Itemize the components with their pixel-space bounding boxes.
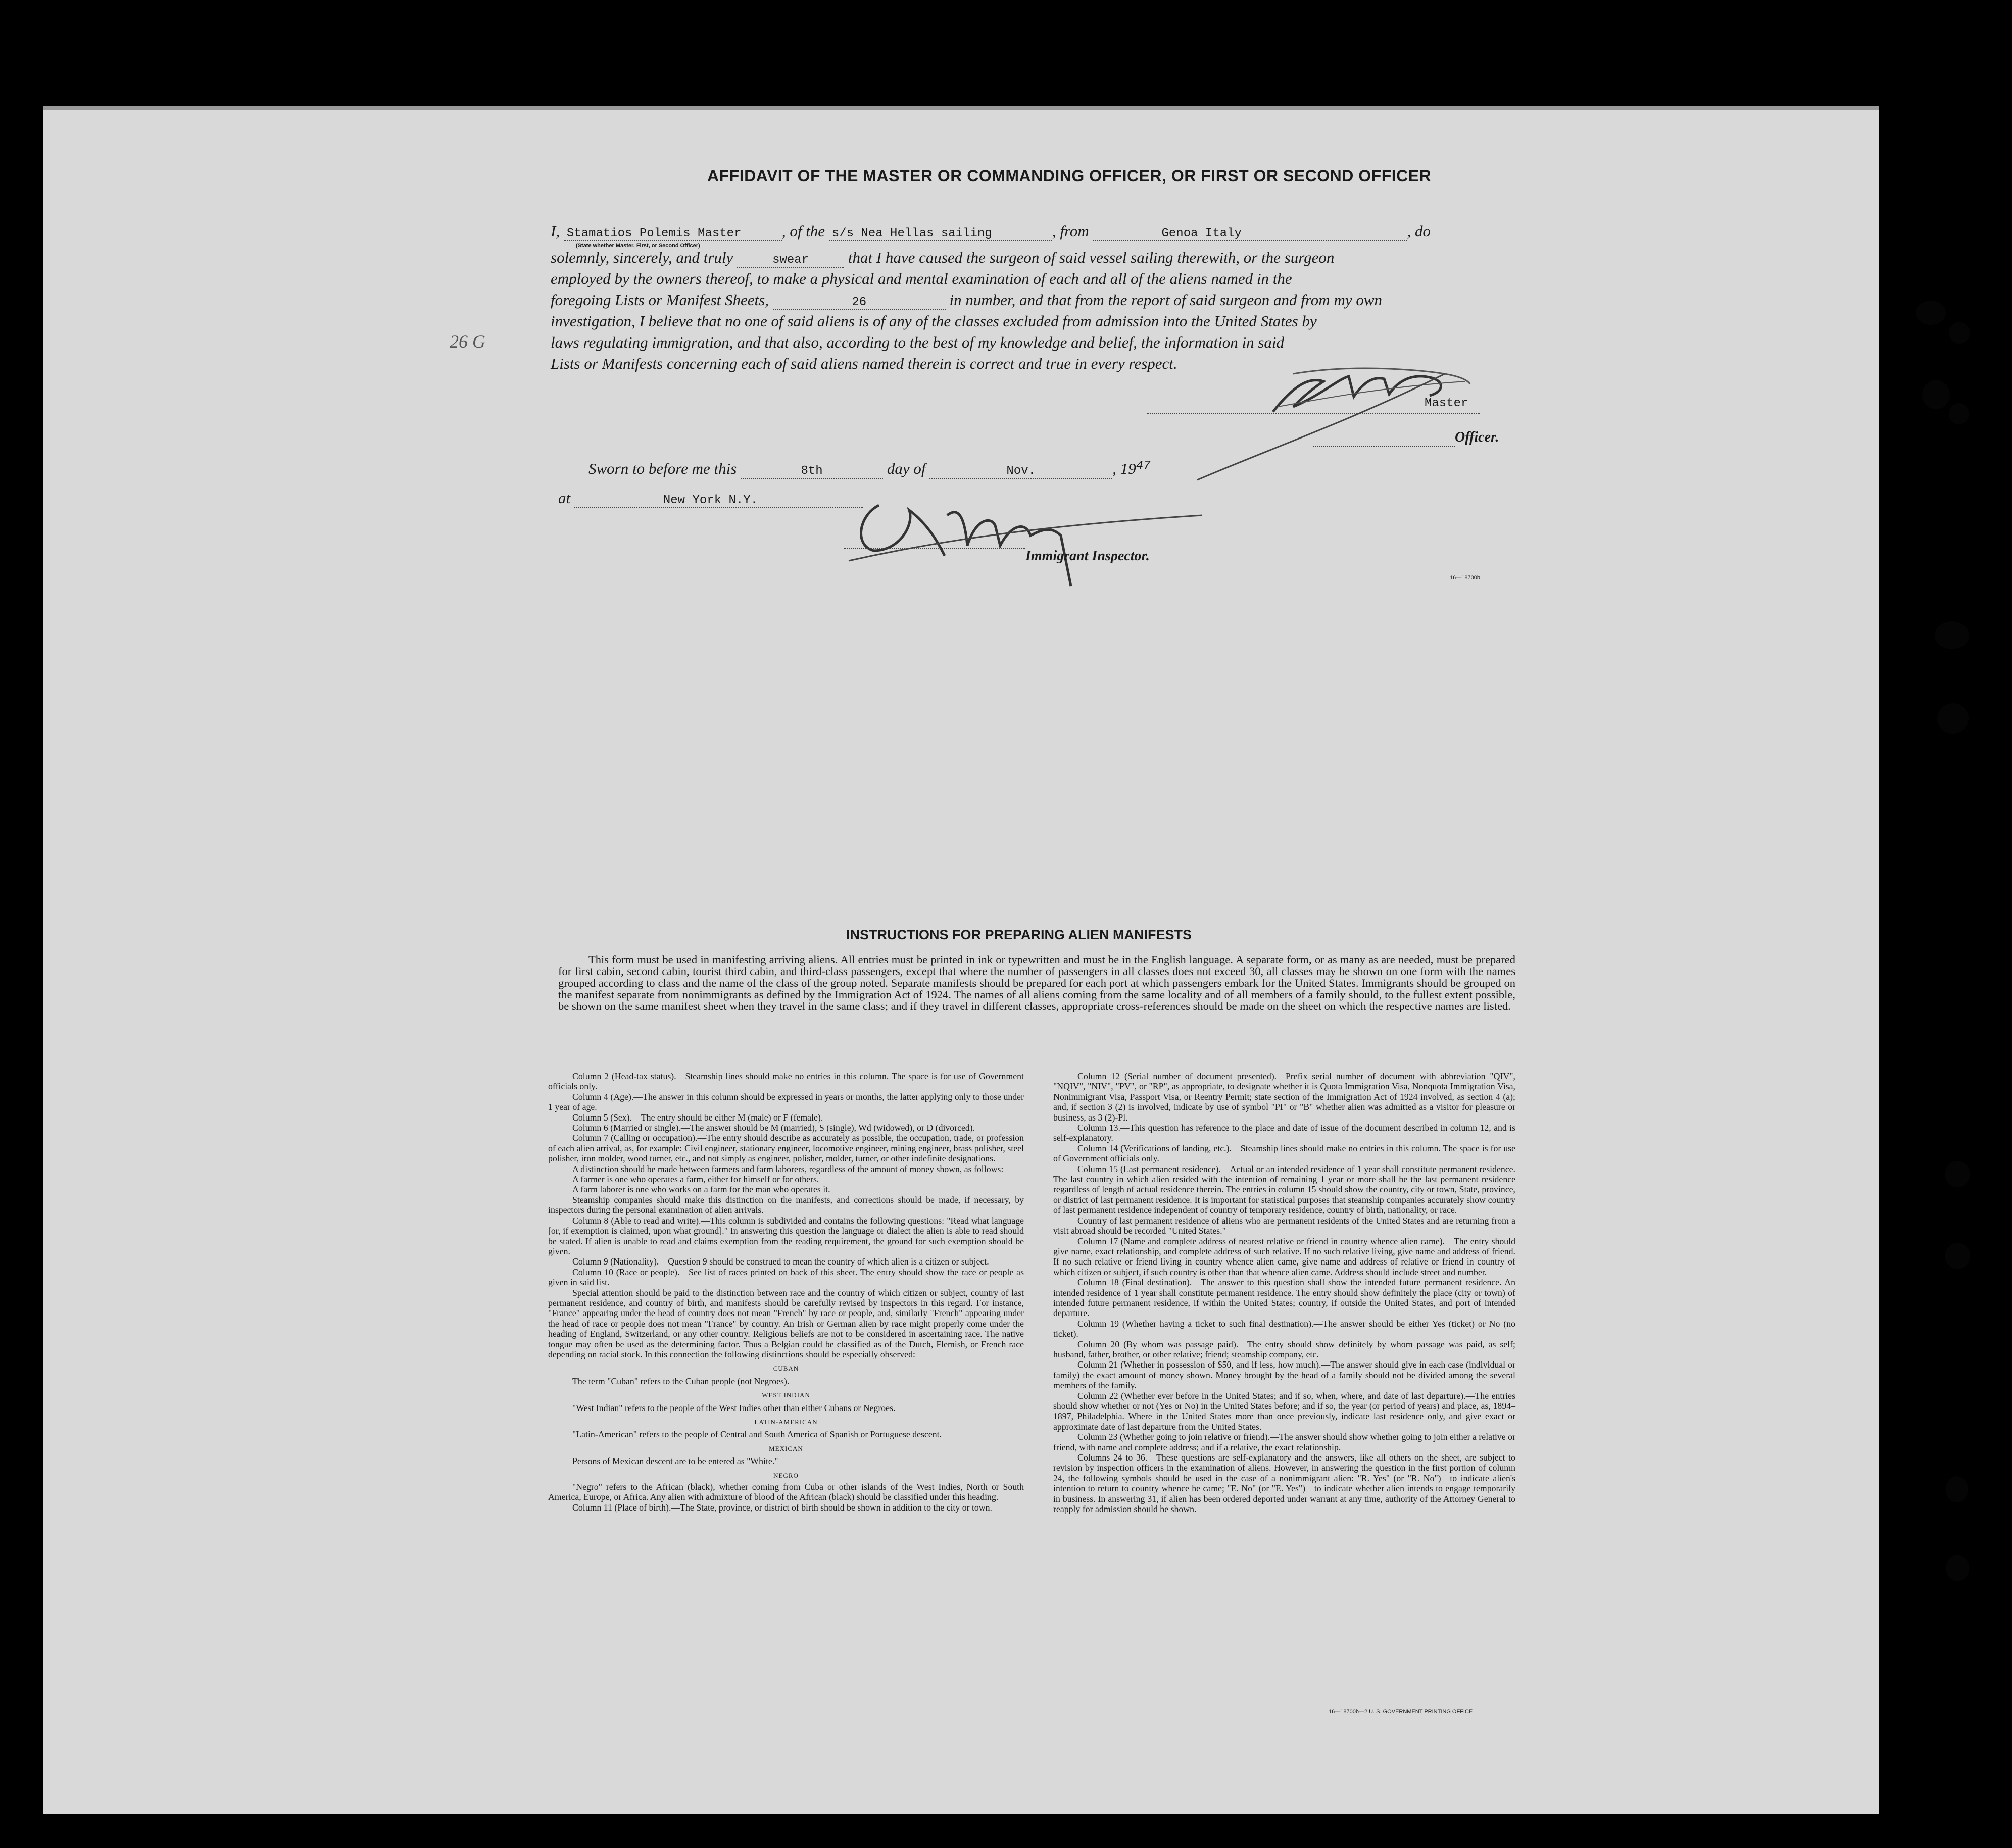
- race-text-negro: "Negro" refers to the African (black), whether coming from Cuba or other islands of the West Indies, North or South America, Europe, or Africa. Any alien with admixture of blood of the African (black) should be classified under this heading.: [548, 1482, 1024, 1502]
- text: day of: [887, 460, 926, 477]
- instruction-paragraph: Column 12 (Serial number of document presented).—Prefix serial number of document with abbreviation "QIV", "NQIV", "NIV", "PV", or "RP", as appropriate, to designate whether it is Quota Immigration Visa, Nonquota Immigration Visa, Nonimmigrant Visa, Passport Visa, or Reentry Permit; state section of the Immigration Act of 1924 involved, as section 4 (a); and, if section 3 (2) is involved, indicate by use of symbol "PI" or "B" whether alien was admitted as a visitor for pleasure or business, as 3 (2)-Pl.: [1053, 1071, 1515, 1123]
- text: Sworn to before me this: [588, 460, 737, 477]
- text: , 19: [1112, 460, 1136, 477]
- race-heading-cuban: CUBAN: [773, 1365, 799, 1373]
- instruction-paragraph: Column 21 (Whether in possession of $50, and if less, how much).—The answer should give in each case (individual or family) the exact amount of money shown. Money brought by the head of a family should not be divided among the several members of the family.: [1053, 1359, 1515, 1391]
- instruction-paragraph: Column 7 (Calling or occupation).—The entry should describe as accurately as possible, the occupation, trade, or profession of each alien arrival, as, for example: Civil engineer, stationary engineer, locomotive engineer, mining engineer, brass polisher, steel polisher, iron molder, wood turner, etc., and not simply as engineer, polisher, molder, turner, or other indefinite designations.: [548, 1133, 1024, 1164]
- affidavit-line-7: Lists or Manifests concerning each of said aliens named therein is correct and true in every respect.: [551, 355, 1177, 372]
- text: I,: [551, 222, 560, 240]
- instruction-paragraph: Column 17 (Name and complete address of nearest relative or friend in country whence alien came).—The entry should give name, exact relationship, and complete address of such relative. If no such relative living, give name and address of friend. If no such relative or friend living in country whence alien came, give name and address of relative or friend in country of which citizen or subject, if such country is other than that whence alien came. Address should include street and number.: [1053, 1236, 1515, 1277]
- affidavit-line-2: [551, 249, 1334, 268]
- sheet-count-field: [773, 296, 946, 310]
- officer-type-note: (State whether Master, First, or Second Officer): [576, 242, 700, 249]
- instructions-title: INSTRUCTIONS FOR PREPARING ALIEN MANIFESTS: [846, 927, 1192, 942]
- binder-hole: [1935, 621, 1969, 649]
- sheet-count: 26: [852, 296, 867, 309]
- instruction-paragraph: Special attention should be paid to the distinction between race and the country of which citizen or subject, country of last permanent residence, and country of birth, and manifests should be carefully revised by inspectors in this regard. For instance, "France" appearing under the head of country does not mean "French" by race or people, and, similarly "French" appearing under the head of race or people does not mean "France" by country. An Irish or German alien by race might properly come under the heading of England, Switzerland, or any other country. Religious beliefs are not to be considered in ascertaining race. The native tongue may often be used as the determining factor. Thus a Belgian could be classified as of the Dutch, Flemish, or French race depending on racial stock. In this connection the following distinctions should be especially observed:: [548, 1287, 1024, 1359]
- race-text-latin-american: "Latin-American" refers to the people of Central and South America of Spanish or Portuguese descent.: [572, 1429, 942, 1440]
- master-name: Stamatios Polemis Master: [566, 227, 742, 240]
- binder-hole: [1937, 703, 1969, 734]
- binder-hole: [1922, 380, 1950, 409]
- race-heading-west-indian: WEST INDIAN: [762, 1391, 810, 1399]
- instruction-paragraph: Column 22 (Whether ever before in the United States; and if so, when, where, and date of last departure).—The entries should show whether or not (Yes or No) in the United States before; and if so, the year (or period of years) and place, as, 1894–1897, Philadelphia. Where in the United States more than once previously, indicate last residence only, and give exact or approximate date of last departure from the United States.: [1053, 1390, 1515, 1432]
- at-place-field: [574, 494, 863, 508]
- printing-office-footer: 16—18700b—2 U. S. GOVERNMENT PRINTING OFFICE: [1329, 1709, 1473, 1715]
- form-number: 16—18700b: [1450, 575, 1480, 581]
- instruction-paragraph: Columns 24 to 36.—These questions are self-explanatory and the answers, like all others on the sheet, are subject to revision by inspection officers in the examination of aliens. However, in answering the question in the first portion of column 24, the following symbols should be used in the case of a nonimmigrant alien: "R. Yes" (or "R. No")—to indicate alien's intention to return to country whence he came; "E. No" (or "E. Yes")—to indicate whether alien intends to engage temporarily in business. In answering 31, if alien has been ordered deported under warrant at any time, authority of the Attorney General to reapply for admission should be shown.: [1053, 1452, 1515, 1515]
- inspector-signature: [839, 485, 1212, 591]
- sworn-day-field: [741, 464, 883, 479]
- instruction-paragraph: Column 11 (Place of birth).—The State, province, or district of birth should be shown in addition to the city or town.: [572, 1502, 992, 1513]
- sworn-month-field: [929, 464, 1112, 479]
- pen-stroke: [1192, 364, 1455, 485]
- text: , of the: [781, 222, 825, 240]
- oath-field: [737, 253, 844, 268]
- binder-hole: [1946, 1476, 1968, 1502]
- vessel-name: s/s Nea Hellas sailing: [831, 227, 992, 240]
- sworn-year: 47: [1136, 459, 1151, 473]
- binder-hole: [1945, 1243, 1970, 1269]
- instruction-paragraph: Column 9 (Nationality).—Question 9 should be construed to mean the country of which alien is a citizen or subject.: [572, 1256, 989, 1267]
- sworn-month: Nov.: [1006, 464, 1036, 478]
- binder-hole: [1945, 1161, 1970, 1187]
- race-heading-negro: NEGRO: [773, 1471, 799, 1479]
- officer-label: Officer.: [1455, 429, 1499, 445]
- affidavit-title: AFFIDAVIT OF THE MASTER OR COMMANDING OFFICER, OR FIRST OR SECOND OFFICER: [707, 167, 1432, 185]
- binder-hole: [1946, 1555, 1969, 1581]
- affidavit-line-4: [551, 291, 1382, 310]
- binder-hole: [1949, 322, 1970, 344]
- instruction-paragraph: Column 5 (Sex).—The entry should be either M (male) or F (female).: [572, 1112, 823, 1123]
- race-text-west-indian: "West Indian" refers to the people of the West Indies other than either Cubans or Negroes.: [572, 1402, 896, 1413]
- instruction-paragraph: Steamship companies should make this distinction on the manifests, and corrections should be made, if necessary, by inspectors during the personal examination of alien arrivals.: [548, 1194, 1024, 1215]
- instruction-paragraph: Column 19 (Whether having a ticket to such final destination).—The answer should be either Yes (ticket) or No (no ticket).: [1053, 1318, 1515, 1339]
- at-place: New York N.Y.: [663, 494, 758, 507]
- affidavit-line-5: investigation, I believe that no one of said aliens is of any of the classes excluded from admission into the United States by: [551, 312, 1317, 330]
- at-line: [558, 489, 863, 508]
- instruction-paragraph: Column 2 (Head-tax status).—Steamship lines should make no entries in this column. The space is for use of Government officials only.: [548, 1071, 1024, 1092]
- text: , from: [1052, 222, 1089, 240]
- instruction-paragraph: Column 6 (Married or single).—The answer should be M (married), S (single), Wd (widowed), or D (divorced).: [572, 1123, 975, 1133]
- binder-hole: [1916, 301, 1946, 325]
- instruction-paragraph: Column 20 (By whom was passage paid).—The entry should show definitely by whom passage was paid, as self; husband, father, brother, or other relative; friend; steamship company, etc.: [1053, 1339, 1515, 1359]
- race-heading-mexican: MEXICAN: [769, 1444, 803, 1452]
- vessel-field: [829, 227, 1052, 241]
- instruction-paragraph: Country of last permanent residence of aliens who are permanent residents of the United States and are returning from a visit abroad should be recorded "United States.": [1053, 1215, 1515, 1236]
- master-name-field: [564, 227, 782, 241]
- text: foregoing Lists or Manifest Sheets,: [551, 291, 769, 309]
- binder-hole: [1949, 403, 1969, 424]
- instruction-paragraph: A distinction should be made between farmers and farm laborers, regardless of the amount of money shown, as follows:: [572, 1163, 1004, 1174]
- sworn-day: 8th: [801, 464, 823, 478]
- instruction-paragraph: Column 4 (Age).—The answer in this column should be expressed in years or months, the latter applying only to those under 1 year of age.: [548, 1091, 1024, 1112]
- instructions-intro: This form must be used in manifesting arriving aliens. All entries must be printed in ink or typewritten and must be in the English language. A separate form, or as many as are needed, must be prepared for first cabin, second cabin, tourist third cabin, and third-class passengers, except that where the number of passengers in all classes does not exceed 30, all classes may be shown on one form with the names grouped according to class and the name of the class of the group noted. Separate manifests should be prepared for each port at which passengers embark for the United States. Immigrants should be grouped on the manifest separate from nonimmigrants as defined by the Immigration Act of 1924. The names of all aliens coming from the same locality and of all members of a family should, to the fullest extent possible, be shown on the same manifest sheet when they travel in the same class; and if they travel in different classes, appropriate cross-references should be made on the sheet on which the respective names are listed.: [558, 953, 1515, 1012]
- instruction-paragraph: A farmer is one who operates a farm, either for himself or for others.: [572, 1174, 819, 1185]
- inspector-line: [844, 548, 1025, 549]
- port-from-field: [1093, 227, 1407, 241]
- instruction-paragraph: Column 23 (Whether going to join relative or friend).—The answer should show whether going to join either a relative or friend, with name and complete address; and if a relative, the exact relationship.: [1053, 1432, 1515, 1452]
- race-text-mexican: Persons of Mexican descent are to be entered as "White.": [572, 1456, 778, 1467]
- instruction-paragraph: Column 14 (Verifications of landing, etc.).—Steamship lines should make no entries in this column. The space is for use of Government officials only.: [1053, 1143, 1515, 1164]
- affidavit-line-6: laws regulating immigration, and that also, according to the best of my knowledge and belief, the information in said: [551, 333, 1285, 351]
- instructions-left-column: [548, 1071, 1024, 1513]
- instruction-paragraph: Column 10 (Race or people).—See list of races printed on back of this sheet. The entry should show the race or people as given in said list.: [548, 1267, 1024, 1288]
- instructions-right-column: [1053, 1071, 1515, 1514]
- margin-handwritten-note: 26 G: [450, 331, 485, 352]
- port-from: Genoa Italy: [1161, 227, 1242, 240]
- text: that I have caused the surgeon of said vessel sailing therewith, or the surgeon: [848, 249, 1335, 266]
- instruction-paragraph: Column 15 (Last permanent residence).—Actual or an intended residence of 1 year shall constitute permanent residence. The last country in which alien resided with the intention of remaining 1 year or more shall be the last permanent residence regardless of length of actual residence therein. The entries in column 15 should show the country, city or town, State, province, or district of last permanent residence. It is important for statistical purposes that steamship companies accurately show country of last permanent residence independent of country of temporary residence, country of birth, nationality, or race.: [1053, 1163, 1515, 1215]
- oath: swear: [772, 253, 809, 267]
- instruction-paragraph: Column 8 (Able to read and write).—This column is subdivided and contains the following questions: "Read what language [or, if exemption is claimed, upon what ground]." In answering this question the language or dialect the alien is able to read should be stated. If alien is unable to read and claims exemption from the reading requirement, the ground for such exemption should be given.: [548, 1215, 1024, 1256]
- affidavit-line-1: [551, 222, 1431, 241]
- inspector-label: Immigrant Inspector.: [1025, 548, 1150, 564]
- sworn-line: [588, 460, 1151, 479]
- text: , do: [1407, 222, 1431, 240]
- instruction-paragraph: Column 18 (Final destination).—The answer to this question shall show the intended future permanent residence. An intended residence of 1 year shall constitute permanent residence. The entry should show definitely the place (city or town) of intended future permanent residence, if within the United States; country, if outside the United States, and port of intended departure.: [1053, 1277, 1515, 1319]
- instruction-paragraph: Column 13.—This question has reference to the place and date of issue of the document described in column 12, and is self-explanatory.: [1053, 1123, 1515, 1143]
- signer-title: Master: [1425, 397, 1468, 410]
- affidavit-line-3: employed by the owners thereof, to make a physical and mental examination of each and all of the aliens named in the: [551, 270, 1292, 287]
- text: at: [558, 489, 571, 507]
- text: in number, and that from the report of said surgeon and from my own: [949, 291, 1383, 309]
- race-text-cuban: The term "Cuban" refers to the Cuban people (not Negroes).: [572, 1376, 790, 1386]
- instruction-paragraph: A farm laborer is one who works on a farm for the man who operates it.: [572, 1184, 830, 1195]
- sheet-top-edge: [43, 106, 1879, 110]
- race-heading-latin-american: LATIN-AMERICAN: [754, 1418, 818, 1426]
- text: solemnly, sincerely, and truly: [551, 249, 733, 266]
